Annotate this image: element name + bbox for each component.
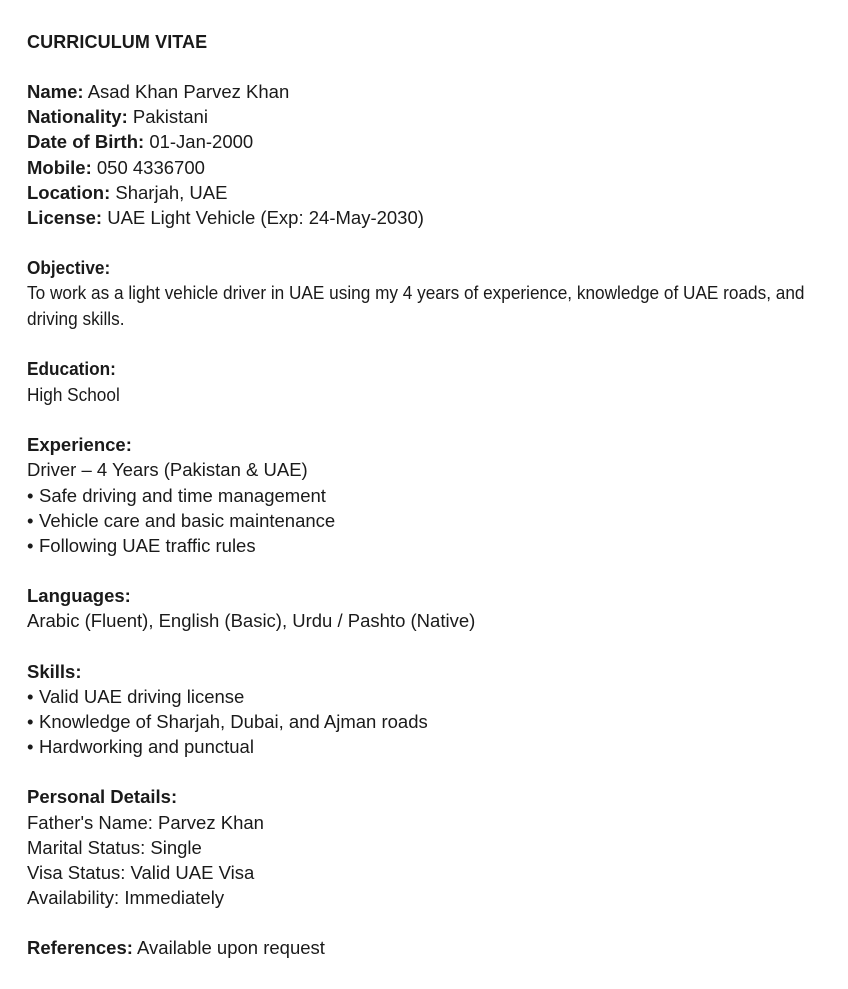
info-label: Name: (27, 81, 84, 102)
experience-bullet: • Following UAE traffic rules (27, 533, 827, 558)
info-value: Asad Khan Parvez Khan (87, 81, 290, 102)
education-heading: Education: (27, 358, 116, 380)
info-value: Pakistani (132, 106, 208, 128)
experience-bullet: • Vehicle care and basic maintenance (27, 508, 827, 533)
info-mobile (27, 155, 827, 180)
references-section (27, 935, 827, 960)
personal-detail-line: Visa Status: Valid UAE Visa (27, 861, 255, 883)
info-label: Location: (27, 181, 111, 203)
cv-document (27, 30, 827, 961)
info-value: 01-Jan-2000 (149, 131, 254, 153)
info-label: Mobile: (27, 156, 92, 178)
languages-text: Arabic (Fluent), English (Basic), Urdu / Pashto (Native) (27, 610, 476, 632)
education-text: High School (27, 383, 120, 405)
experience-heading: Experience: (27, 434, 132, 456)
objective-text: To work as a light vehicle driver in UAE using my 4 years of experience, knowledge of UAE roads, and driving skills. (27, 282, 805, 329)
personal-detail-line: Marital Status: Single (27, 836, 202, 858)
info-value: UAE Light Vehicle (Exp: 24-May-2030) (107, 207, 424, 229)
info-date-of-birth (27, 129, 827, 154)
personal-detail-line: Father's Name: Parvez Khan (27, 811, 264, 833)
objective-heading: Objective: (27, 257, 111, 279)
experience-role: Driver – 4 Years (Pakistan & UAE) (27, 459, 308, 481)
references-value: Available upon request (137, 937, 325, 959)
document-title: CURRICULUM VITAE (27, 32, 208, 52)
skills-bullet: • Hardworking and punctual (27, 734, 827, 759)
skills-bullet: • Valid UAE driving license (27, 684, 827, 709)
info-label: License: (27, 207, 103, 229)
experience-section (27, 432, 827, 558)
info-name (27, 79, 827, 104)
info-license (27, 205, 827, 230)
info-nationality (27, 104, 827, 129)
languages-section (27, 583, 827, 633)
skills-bullet: • Knowledge of Sharjah, Dubai, and Ajman roads (27, 709, 827, 734)
info-location (27, 180, 827, 205)
personal-details-section (27, 784, 827, 910)
contact-info (27, 79, 827, 230)
languages-heading: Languages: (27, 585, 131, 607)
skills-heading: Skills: (27, 660, 82, 682)
experience-bullet: • Safe driving and time management (27, 483, 827, 508)
skills-section (27, 659, 827, 760)
references-label: References: (27, 937, 133, 959)
personal-detail-line: Availability: Immediately (27, 887, 225, 909)
info-value: Sharjah, UAE (115, 181, 228, 203)
info-label: Date of Birth: (27, 131, 145, 153)
info-value: 050 4336700 (96, 156, 205, 178)
education-section (27, 356, 827, 407)
info-label: Nationality: (27, 106, 128, 128)
objective-section (27, 255, 827, 331)
personal-details-heading: Personal Details: (27, 786, 178, 808)
